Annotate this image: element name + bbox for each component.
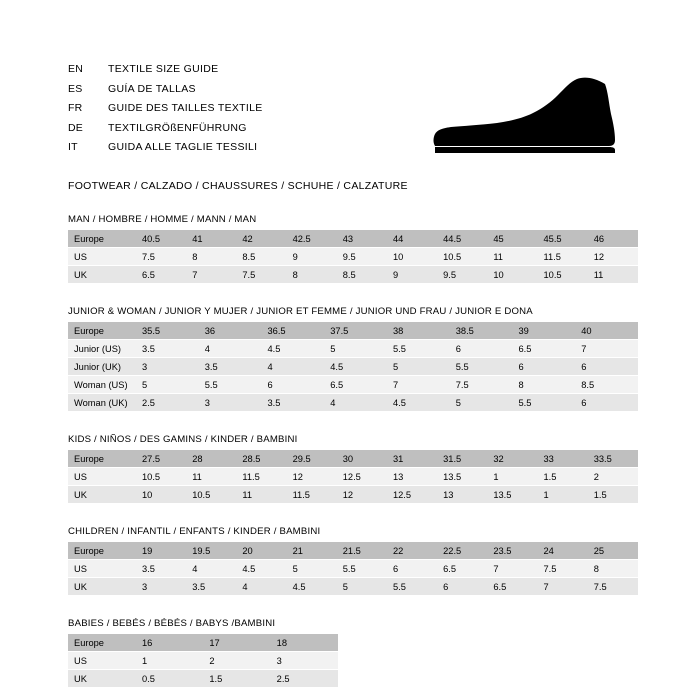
table-cell: 3.5 bbox=[186, 578, 236, 596]
table-cell: 41 bbox=[186, 230, 236, 248]
category-title: FOOTWEAR / CALZADO / CHAUSSURES / SCHUHE / CALZATURE bbox=[68, 180, 408, 192]
table-cell: 6 bbox=[450, 340, 513, 358]
table-cell: 1.5 bbox=[538, 468, 588, 486]
table-cell: 28.5 bbox=[236, 450, 286, 468]
table-cell: 46 bbox=[588, 230, 638, 248]
table-cell: 10 bbox=[136, 486, 186, 504]
table-cell: 5 bbox=[450, 394, 513, 412]
table-cell: 36 bbox=[199, 322, 262, 340]
size-table-group-junior-woman bbox=[68, 306, 638, 412]
table-cell: 5 bbox=[136, 376, 199, 394]
table-cell: 27.5 bbox=[136, 450, 186, 468]
row-label: UK bbox=[68, 486, 136, 504]
table-cell: 6 bbox=[575, 394, 638, 412]
size-table bbox=[68, 634, 338, 688]
table-cell: 30 bbox=[337, 450, 387, 468]
table-cell: 5 bbox=[287, 560, 337, 578]
table-cell: 21.5 bbox=[337, 542, 387, 560]
language-row bbox=[68, 99, 263, 119]
table-cell: 7 bbox=[538, 578, 588, 596]
table-cell: 4.5 bbox=[387, 394, 450, 412]
table-row bbox=[68, 542, 638, 560]
table-cell: 4.5 bbox=[236, 560, 286, 578]
table-cell: 3 bbox=[136, 358, 199, 376]
table-cell: 19 bbox=[136, 542, 186, 560]
table-cell: 7.5 bbox=[538, 560, 588, 578]
language-title: GUIDE DES TAILLES TEXTILE bbox=[108, 102, 263, 114]
table-row bbox=[68, 322, 638, 340]
table-row bbox=[68, 486, 638, 504]
table-cell: 42 bbox=[236, 230, 286, 248]
table-row bbox=[68, 358, 638, 376]
table-cell: 13.5 bbox=[487, 486, 537, 504]
table-cell: 8 bbox=[513, 376, 576, 394]
table-cell: 0.5 bbox=[136, 670, 203, 688]
table-row bbox=[68, 266, 638, 284]
table-cell: 6.5 bbox=[437, 560, 487, 578]
table-cell: 3.5 bbox=[136, 560, 186, 578]
table-cell: 6.5 bbox=[324, 376, 387, 394]
group-title: BABIES / BEBÉS / BÉBÉS / BABYS /BAMBINI bbox=[68, 618, 276, 629]
table-cell: 45.5 bbox=[538, 230, 588, 248]
table-cell: 40.5 bbox=[136, 230, 186, 248]
table-cell: 3.5 bbox=[136, 340, 199, 358]
table-cell: 21 bbox=[287, 542, 337, 560]
table-cell: 33.5 bbox=[588, 450, 638, 468]
table-cell: 17 bbox=[203, 634, 270, 652]
table-cell: 10.5 bbox=[437, 248, 487, 266]
language-code: DE bbox=[68, 121, 83, 134]
table-cell: 31.5 bbox=[437, 450, 487, 468]
group-title: CHILDREN / INFANTIL / ENFANTS / KINDER / BAMBINI bbox=[68, 526, 321, 537]
table-cell: 10.5 bbox=[186, 486, 236, 504]
table-cell: 4.5 bbox=[262, 340, 325, 358]
table-cell: 6 bbox=[262, 376, 325, 394]
table-cell: 37.5 bbox=[324, 322, 387, 340]
table-row bbox=[68, 578, 638, 596]
table-cell: 1.5 bbox=[588, 486, 638, 504]
table-cell: 4.5 bbox=[287, 578, 337, 596]
size-table bbox=[68, 450, 638, 504]
table-cell: 18 bbox=[271, 634, 338, 652]
table-cell: 7.5 bbox=[450, 376, 513, 394]
table-cell: 24 bbox=[538, 542, 588, 560]
table-cell: 5.5 bbox=[337, 560, 387, 578]
table-cell: 2 bbox=[203, 652, 270, 670]
table-cell: 6 bbox=[575, 358, 638, 376]
table-cell: 4 bbox=[186, 560, 236, 578]
table-cell: 13 bbox=[387, 468, 437, 486]
table-cell: 40 bbox=[575, 322, 638, 340]
row-label: Europe bbox=[68, 542, 136, 560]
table-cell: 3 bbox=[199, 394, 262, 412]
table-cell: 45 bbox=[487, 230, 537, 248]
table-cell: 44.5 bbox=[437, 230, 487, 248]
table-cell: 38.5 bbox=[450, 322, 513, 340]
table-cell: 9 bbox=[287, 248, 337, 266]
table-cell: 1.5 bbox=[203, 670, 270, 688]
table-cell: 43 bbox=[337, 230, 387, 248]
table-cell: 3.5 bbox=[199, 358, 262, 376]
table-cell: 8 bbox=[287, 266, 337, 284]
table-cell: 33 bbox=[538, 450, 588, 468]
table-cell: 4 bbox=[324, 394, 387, 412]
size-table-group-babies bbox=[68, 618, 638, 688]
row-label: US bbox=[68, 652, 136, 670]
table-cell: 29.5 bbox=[287, 450, 337, 468]
table-cell: 22 bbox=[387, 542, 437, 560]
language-title: TEXTILGRÖßENFÜHRUNG bbox=[108, 121, 247, 134]
language-row bbox=[68, 138, 263, 158]
table-cell: 44 bbox=[387, 230, 437, 248]
table-row bbox=[68, 248, 638, 266]
language-title: GUIDA ALLE TAGLIE TESSILI bbox=[108, 141, 258, 153]
table-cell: 9.5 bbox=[337, 248, 387, 266]
table-row bbox=[68, 394, 638, 412]
size-table-group-children bbox=[68, 526, 638, 596]
table-cell: 8.5 bbox=[236, 248, 286, 266]
table-cell: 7 bbox=[186, 266, 236, 284]
language-title: GUÍA DE TALLAS bbox=[108, 82, 196, 95]
size-table bbox=[68, 542, 638, 596]
table-row bbox=[68, 468, 638, 486]
table-cell: 10.5 bbox=[136, 468, 186, 486]
language-row bbox=[68, 80, 263, 100]
table-cell: 9 bbox=[387, 266, 437, 284]
table-cell: 25 bbox=[588, 542, 638, 560]
table-cell: 6 bbox=[387, 560, 437, 578]
table-cell: 11 bbox=[236, 486, 286, 504]
row-label: US bbox=[68, 248, 136, 266]
table-cell: 9.5 bbox=[437, 266, 487, 284]
table-cell: 12 bbox=[287, 468, 337, 486]
table-cell: 35.5 bbox=[136, 322, 199, 340]
row-label: US bbox=[68, 560, 136, 578]
table-cell: 12 bbox=[337, 486, 387, 504]
table-cell: 5.5 bbox=[450, 358, 513, 376]
table-cell: 13.5 bbox=[437, 468, 487, 486]
group-title: JUNIOR & WOMAN / JUNIOR Y MUJER / JUNIOR ET FEMME / JUNIOR UND FRAU / JUNIOR E DONA bbox=[68, 306, 533, 317]
table-row bbox=[68, 634, 338, 652]
table-cell: 4 bbox=[262, 358, 325, 376]
table-cell: 5 bbox=[324, 340, 387, 358]
language-row bbox=[68, 60, 263, 80]
table-row bbox=[68, 652, 338, 670]
table-cell: 5 bbox=[337, 578, 387, 596]
row-label: Europe bbox=[68, 322, 136, 340]
table-cell: 7.5 bbox=[588, 578, 638, 596]
table-cell: 7 bbox=[487, 560, 537, 578]
table-cell: 2 bbox=[588, 468, 638, 486]
table-cell: 39 bbox=[513, 322, 576, 340]
table-cell: 16 bbox=[136, 634, 203, 652]
dress-shoe-icon bbox=[422, 70, 622, 158]
table-cell: 6 bbox=[513, 358, 576, 376]
page-header bbox=[68, 60, 638, 158]
table-cell: 22.5 bbox=[437, 542, 487, 560]
language-code: EN bbox=[68, 63, 83, 75]
table-cell: 11.5 bbox=[538, 248, 588, 266]
table-cell: 6.5 bbox=[487, 578, 537, 596]
size-table bbox=[68, 230, 638, 284]
table-cell: 10.5 bbox=[538, 266, 588, 284]
table-cell: 6.5 bbox=[513, 340, 576, 358]
table-cell: 1 bbox=[538, 486, 588, 504]
table-cell: 31 bbox=[387, 450, 437, 468]
table-cell: 11 bbox=[588, 266, 638, 284]
table-cell: 19.5 bbox=[186, 542, 236, 560]
table-cell: 8 bbox=[588, 560, 638, 578]
table-row bbox=[68, 376, 638, 394]
row-label: Junior (US) bbox=[68, 340, 136, 358]
table-cell: 11 bbox=[487, 248, 537, 266]
size-table-group-man bbox=[68, 214, 638, 284]
table-cell: 8 bbox=[186, 248, 236, 266]
row-label: UK bbox=[68, 578, 136, 596]
table-cell: 38 bbox=[387, 322, 450, 340]
table-cell: 5.5 bbox=[513, 394, 576, 412]
size-table bbox=[68, 322, 638, 412]
table-cell: 4 bbox=[236, 578, 286, 596]
table-cell: 7.5 bbox=[136, 248, 186, 266]
table-cell: 5.5 bbox=[387, 340, 450, 358]
row-label: Woman (UK) bbox=[68, 394, 136, 412]
table-cell: 12.5 bbox=[387, 486, 437, 504]
table-cell: 7 bbox=[387, 376, 450, 394]
table-cell: 10 bbox=[487, 266, 537, 284]
table-row bbox=[68, 560, 638, 578]
table-cell: 23.5 bbox=[487, 542, 537, 560]
table-cell: 7 bbox=[575, 340, 638, 358]
table-cell: 11.5 bbox=[236, 468, 286, 486]
language-row bbox=[68, 119, 263, 139]
language-code: FR bbox=[68, 102, 83, 114]
table-cell: 10 bbox=[387, 248, 437, 266]
table-row bbox=[68, 340, 638, 358]
table-cell: 1 bbox=[487, 468, 537, 486]
table-cell: 3 bbox=[136, 578, 186, 596]
table-row bbox=[68, 450, 638, 468]
table-cell: 8.5 bbox=[575, 376, 638, 394]
language-code: ES bbox=[68, 82, 83, 95]
row-label: UK bbox=[68, 670, 136, 688]
table-cell: 5.5 bbox=[199, 376, 262, 394]
table-cell: 8.5 bbox=[337, 266, 387, 284]
table-cell: 6 bbox=[437, 578, 487, 596]
row-label: Europe bbox=[68, 450, 136, 468]
table-cell: 2.5 bbox=[136, 394, 199, 412]
table-cell: 13 bbox=[437, 486, 487, 504]
table-cell: 3 bbox=[271, 652, 338, 670]
table-cell: 3.5 bbox=[262, 394, 325, 412]
table-cell: 28 bbox=[186, 450, 236, 468]
row-label: US bbox=[68, 468, 136, 486]
table-cell: 5.5 bbox=[387, 578, 437, 596]
group-title: KIDS / NIÑOS / DES GAMINS / KINDER / BAMBINI bbox=[68, 434, 298, 445]
table-row bbox=[68, 230, 638, 248]
language-title-list bbox=[68, 60, 263, 158]
table-cell: 42.5 bbox=[287, 230, 337, 248]
table-row bbox=[68, 670, 338, 688]
table-cell: 5 bbox=[387, 358, 450, 376]
table-cell: 12 bbox=[588, 248, 638, 266]
table-cell: 4 bbox=[199, 340, 262, 358]
row-label: Junior (UK) bbox=[68, 358, 136, 376]
size-table-group-kids bbox=[68, 434, 638, 504]
table-cell: 12.5 bbox=[337, 468, 387, 486]
table-cell: 4.5 bbox=[324, 358, 387, 376]
table-cell: 1 bbox=[136, 652, 203, 670]
table-cell: 32 bbox=[487, 450, 537, 468]
table-cell: 2.5 bbox=[271, 670, 338, 688]
table-cell: 6.5 bbox=[136, 266, 186, 284]
table-cell: 36.5 bbox=[262, 322, 325, 340]
table-cell: 11.5 bbox=[287, 486, 337, 504]
row-label: Europe bbox=[68, 634, 136, 652]
language-code: IT bbox=[68, 141, 78, 153]
row-label: Woman (US) bbox=[68, 376, 136, 394]
table-cell: 11 bbox=[186, 468, 236, 486]
table-cell: 7.5 bbox=[236, 266, 286, 284]
row-label: Europe bbox=[68, 230, 136, 248]
language-title: TEXTILE SIZE GUIDE bbox=[108, 63, 219, 75]
group-title: MAN / HOMBRE / HOMME / MANN / MAN bbox=[68, 214, 257, 225]
row-label: UK bbox=[68, 266, 136, 284]
table-cell: 20 bbox=[236, 542, 286, 560]
